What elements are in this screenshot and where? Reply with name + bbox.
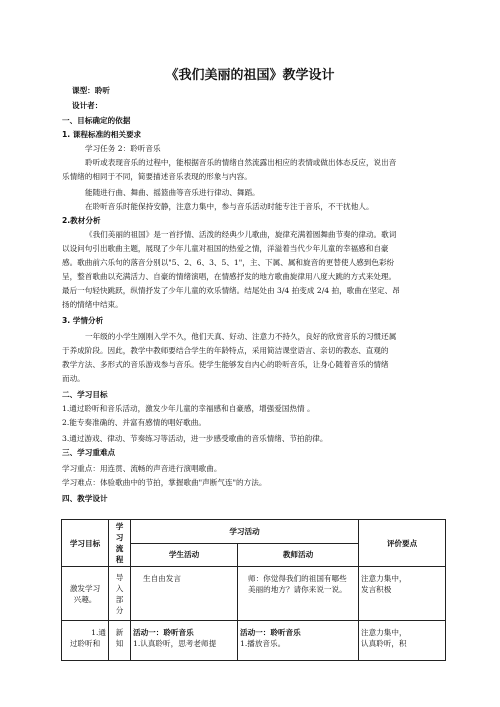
header-activity: 学习活动 xyxy=(131,520,359,544)
section-heading: 四、教学设计 xyxy=(62,494,108,503)
section-heading: 3. 学情分析 xyxy=(62,316,104,325)
paragraph-line: 以设问句引出歌曲主题，展现了少年儿童对祖国的热爱之情，洋溢着当代少年儿童的幸福感和自豪 xyxy=(62,244,389,253)
paragraph-line: 呈，整首歌曲以充满活力、自豪的情绪演唱，在情感抒发的地方歌曲旋律用八度大跳的方式来处理。 xyxy=(62,272,397,281)
paragraph-line: 学习重点：用连贯、流畅的声音进行演唱歌曲。 xyxy=(62,464,222,473)
table-row xyxy=(62,621,446,661)
paragraph-line: 一年级的小学生刚刚入学不久，他们天真、好动、注意力不持久，良好的欣赏音乐的习惯还属 xyxy=(85,332,397,341)
section-heading: 二、学习目标 xyxy=(62,390,108,399)
paragraph-line: 能随进行曲、舞曲、摇篮曲等音乐进行律动、舞蹈。 xyxy=(85,188,260,197)
paragraph-line: 聆听或表现音乐的过程中，能根据音乐的情绪自然流露出相应的表情或做出体态反应，说出音 xyxy=(85,158,397,167)
paragraph-line: 《我们美丽的祖国》是一首抒情、活泼的经典少儿歌曲，旋律充满着圆舞曲节奏的律动。歌词 xyxy=(85,230,397,239)
paragraph-line: 于养成阶段。因此，教学中教师要结合学生的年龄特点，采用简洁课堂语言、亲切的教态、直观的 xyxy=(62,346,389,355)
header-flow: 学 习 流 程 xyxy=(109,520,131,567)
cell-student: 活动一：聆听音乐 1.认真聆听，思考老师提 xyxy=(131,621,238,661)
section-heading: 2.教材分析 xyxy=(62,216,101,225)
lesson-design-table xyxy=(61,519,446,661)
section-heading: 三、学习重难点 xyxy=(62,448,116,457)
cell-goal: 1.通 过聆听和 xyxy=(62,621,109,661)
header-teacher: 教师活动 xyxy=(238,543,359,567)
paragraph-line: 感。歌曲前六乐句的落音分别以"5、2、6、3、5、1"，主、下属、属和旋音的更替使人感到色彩纷 xyxy=(62,258,395,267)
cell-student: 生自由发言 xyxy=(131,567,238,621)
section-heading: 1. 课程标准的相关要求 xyxy=(62,130,142,139)
paragraph-line: 而动。 xyxy=(62,374,85,383)
paragraph-line: 2.能专奏准确的、并富有感情的唱好歌曲。 xyxy=(62,418,206,427)
cell-eval: 注意力集中， 认真聆听，积 xyxy=(359,621,446,661)
header-goal: 学习目标 xyxy=(62,520,109,567)
paragraph-line: 教学方法、多形式的音乐游戏参与音乐。使学生能够发自内心的聆听音乐，让身心随着音乐的情绪 xyxy=(62,360,389,369)
designer: 设计者： xyxy=(72,101,103,110)
cell-flow: 新 知 xyxy=(109,621,131,661)
cell-flow: 导 入 部 分 xyxy=(109,567,131,621)
paragraph-line: 1.通过聆听和音乐活动，激发少年儿童的幸福感和自豪感，增强爱国热情 。 xyxy=(62,404,315,413)
header-eval: 评价要点 xyxy=(359,520,446,567)
paragraph-line: 学习任务 2：聆听音乐 xyxy=(85,144,161,153)
cell-goal: 激发学习 兴趣。 xyxy=(62,567,109,621)
section-heading: 一、目标确定的依据 xyxy=(62,116,131,125)
table-row xyxy=(62,567,446,621)
cell-teacher: 活动一：聆听音乐 1.播放音乐。 xyxy=(238,621,359,661)
paragraph-line: 最后一句轻快跳跃，纵情抒发了少年儿童的欢乐情绪。结尾处由 3/4 拍变成 2/4 拍，歌曲在坚定、昂 xyxy=(62,286,400,295)
paragraph-line: 3.通过游戏、律动、节奏练习等活动，进一步感受歌曲的音乐情绪、节拍韵律。 xyxy=(62,434,328,443)
course-type: 课型：聆听 xyxy=(72,86,110,95)
paragraph-line: 扬的情绪中结束。 xyxy=(62,300,123,309)
paragraph-line: 学习难点：体验歌曲中的节拍，掌握歌曲"声断气连"的方法。 xyxy=(62,478,267,487)
document-title: 《我们美丽的祖国》教学设计 xyxy=(165,68,335,83)
cell-teacher: 师：你觉得我们的祖国有哪些 美丽的地方？请你来说一说。 xyxy=(238,567,359,621)
paragraph-line: 乐情绪的相同于不同，简要描述音乐表现的形象与内容。 xyxy=(62,172,252,181)
header-student: 学生活动 xyxy=(131,543,238,567)
cell-eval: 注意力集中， 发言积极 xyxy=(359,567,446,621)
paragraph-line: 在聆听音乐时能保持安静，注意力集中，参与音乐活动时能专注于音乐，不干扰他人。 xyxy=(85,202,374,211)
